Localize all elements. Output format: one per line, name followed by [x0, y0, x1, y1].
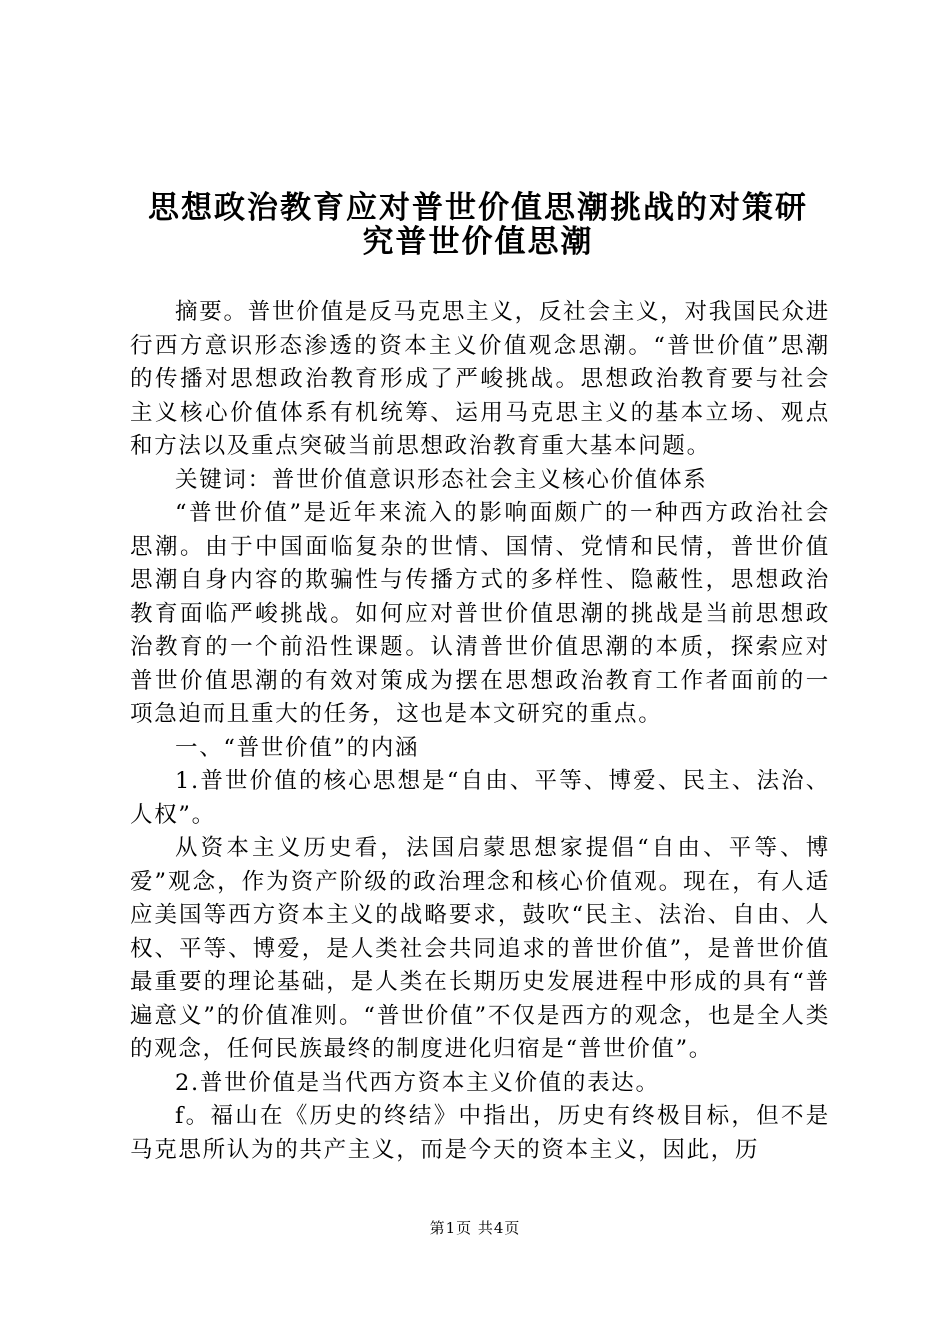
abstract-paragraph: 摘要。普世价值是反马克思主义，反社会主义，对我国民众进行西方意识形态渗透的资本主义价值观念思潮。“普世价值”思潮的传播对思想政治教育形成了严峻挑战。思想政治教育要与社会主义核心价值体系有机统筹、运用马克思主义的基本立场、观点和方法以及重点突破当前思想政治教育重大基本问题。 — [130, 299, 830, 459]
document-title-line-1: 思想政治教育应对普世价值思潮挑战的对策研 — [148, 190, 808, 226]
subsection-heading-1: 1.普世价值的核心思想是“自由、平等、博爱、民主、法治、人权”。 — [130, 768, 830, 828]
subsection-heading-2: 2.普世价值是当代西方资本主义价值的表达。 — [175, 1069, 660, 1096]
document-title-line-2: 究普世价值思潮 — [362, 224, 594, 260]
document-body — [130, 296, 830, 1167]
keywords-paragraph: 关键词：普世价值意识形态社会主义核心价值体系 — [175, 466, 708, 493]
body-paragraph: f。福山在《历史的终结》中指出，历史有终极目标，但不是马克思所认为的共产主义，而是今天的资本主义，因此，历 — [130, 1103, 830, 1163]
intro-paragraph: “普世价值”是近年来流入的影响面颇广的一种西方政治社会思潮。由于中国面临复杂的世情、国情、党情和民情，普世价值思潮自身内容的欺骗性与传播方式的多样性、隐蔽性，思想政治教育面临严峻挑战。如何应对普世价值思潮的挑战是当前思想政治教育的一个前沿性课题。认清普世价值思潮的本质，探索应对普世价值思潮的有效对策成为摆在思想政治教育工作者面前的一项急迫而且重大的任务，这也是本文研究的重点。 — [130, 500, 830, 727]
page-footer: 第1页 共4页 — [429, 1219, 521, 1237]
section-heading: 一、“普世价值”的内涵 — [175, 734, 420, 761]
body-paragraph: 从资本主义历史看，法国启蒙思想家提倡“自由、平等、博爱”观念，作为资产阶级的政治理念和核心价值观。现在，有人适应美国等西方资本主义的战略要求，鼓吹“民主、法治、自由、人权、平等、博爱，是人类社会共同追求的普世价值”，是普世价值最重要的理论基础，是人类在长期历史发展进程中形成的具有“普遍意义”的价值准则。“普世价值”不仅是西方的观念，也是全人类的观念，任何民族最终的制度进化归宿是“普世价值”。 — [130, 835, 830, 1062]
